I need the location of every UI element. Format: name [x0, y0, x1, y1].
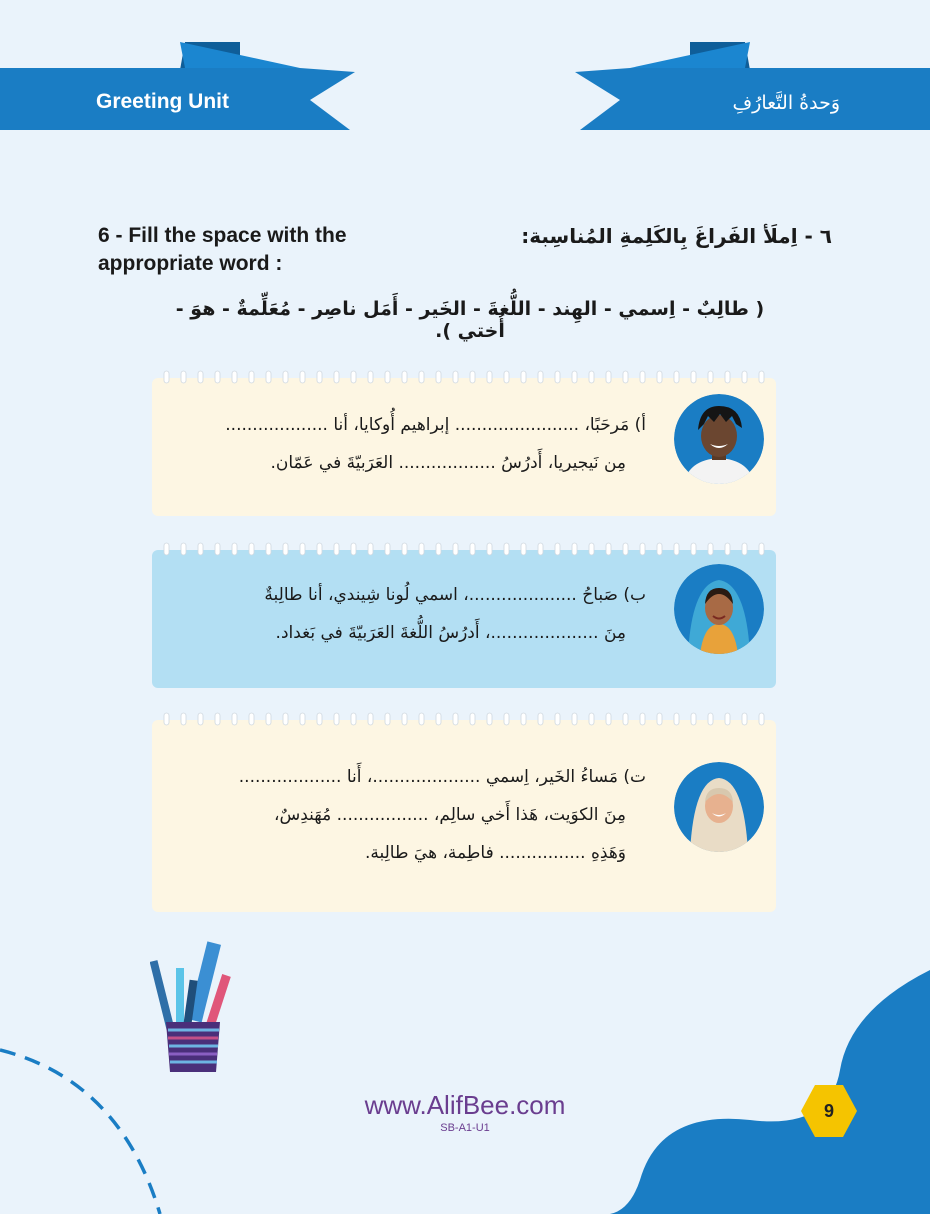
exercise-title-english: 6 - Fill the space with the appropriate word : — [98, 224, 347, 275]
card-b-line-2: مِنَ ....................، أَدرُسُ اللُّغةَ العَرَبيّةَ في بَغداد. — [275, 623, 626, 643]
card-b-text — [264, 576, 646, 652]
girl-avatar-icon — [674, 564, 764, 654]
left-banner-label: Greeting Unit — [96, 90, 230, 113]
exercise-card-c — [152, 720, 776, 912]
woman-avatar-icon — [674, 762, 764, 852]
right-ribbon-shape — [570, 40, 930, 140]
exercise-title-arabic: ٦ - اِملَأ الفَراغَ بِالكَلِمةِ المُناسِبة: — [521, 224, 832, 248]
exercise-card-b — [152, 550, 776, 688]
right-banner — [570, 40, 930, 140]
card-a-line-1: أ) مَرحَبًا، ....................... إبراهيم أُوكايا، أنا ................... — [225, 415, 646, 435]
word-bank: ( طالِبٌ - اِسمي - الهِند - اللُّغةَ - الخَير - أَمَل ناصِر - مُعَلِّمةٌ - هوَ - أُختي ). — [175, 298, 765, 342]
card-c-line-3: وَهَذِهِ ................ فاطِمة، هيَ طالِبة. — [364, 843, 626, 863]
notebook-rings — [158, 712, 770, 728]
footer-code: SB-A1-U1 — [440, 1122, 490, 1134]
card-c-line-2: مِنَ الكوَيت، هَذا أَخي سالِم، ................. مُهَندِسٌ، — [274, 805, 626, 825]
card-a-text — [225, 406, 646, 482]
right-banner-label: وَحدةُ التَّعارُفِ — [732, 92, 840, 114]
left-banner — [0, 40, 360, 140]
card-c-text — [239, 758, 646, 872]
exercise-card-a — [152, 378, 776, 516]
notebook-rings — [158, 542, 770, 558]
footer-url[interactable]: www.AlifBee.com — [364, 1090, 566, 1120]
boy-avatar-icon — [674, 394, 764, 484]
card-a-line-2: مِن نَيجيريا، أَدرُسُ .................. العَرَبيّةَ في عَمّان. — [270, 453, 626, 473]
page-number: 9 — [823, 1101, 834, 1121]
card-c-line-1: ت) مَساءُ الخَير، اِسمي ....................، أَنا ................... — [238, 767, 646, 787]
card-b-line-1: ب) صَباحُ ....................، اسمي لُونا شِيندي، أنا طالِبةٌ — [264, 585, 646, 605]
notebook-rings — [158, 370, 770, 386]
